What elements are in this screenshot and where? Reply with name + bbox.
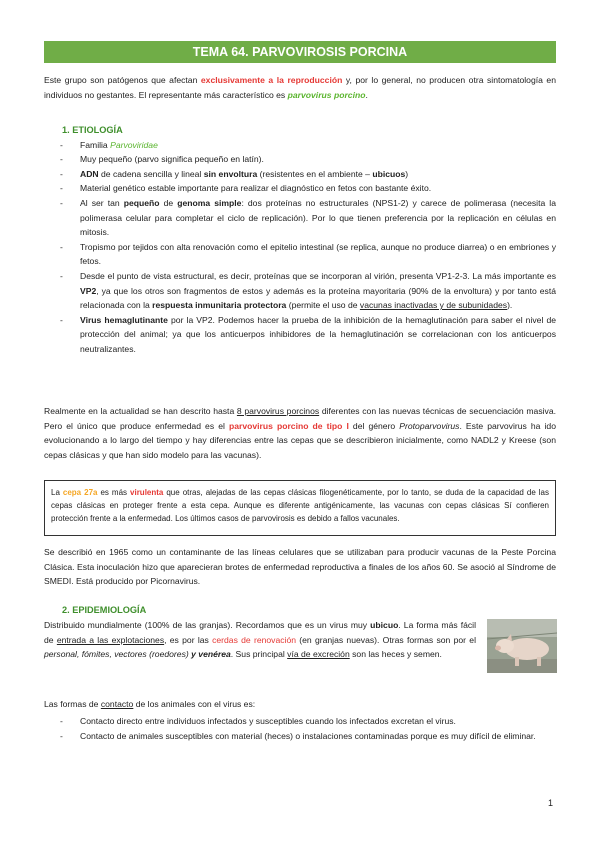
contact-list-block <box>58 714 556 743</box>
contact-list <box>58 714 556 743</box>
page-title: TEMA 64. PARVOVIROSIS PORCINA <box>44 41 556 63</box>
etiologia-section <box>62 123 556 357</box>
epidemiologia-heading: 2. EPIDEMIOLOGÍA <box>62 605 147 615</box>
etiologia-heading: 1. ETIOLOGÍA <box>62 125 123 135</box>
intro-paragraph: Este grupo son patógenos que afectan exclusivamente a la reproducción y, por lo general, no producen otra sintomatología en individuos no gestantes. El representante más característico es parvovirus porcino. <box>44 75 556 100</box>
list-item: - ADN de cadena sencilla y lineal sin envoltura (resistentes en el ambiente – ubicuos) <box>58 167 556 182</box>
cepa-27a-note-box: La cepa 27a es más virulenta que otras, alejadas de las cepas clásicas filogenéticamente, por lo tanto, se duda de la capacidad de las cepas clásicas en proteger frente a esta cepa. Aunque es diferente antigénicamente, las vacunas con cepas clásicas Sí confieren protección frente a la enfermedad. Los últimos casos de parvovirosis es debido a fallos vacunales. <box>44 480 556 536</box>
list-item: - Contacto de animales susceptibles con material (heces) o instalaciones contaminadas porque es muy difícil de eliminar. <box>58 729 556 744</box>
contact-intro: Las formas de contacto de los animales con el virus es: <box>44 699 256 709</box>
page-number: 1 <box>548 798 554 808</box>
epidemiologia-paragraph: Distribuido mundialmente (100% de las granjas). Recordamos que es un virus muy ubicuo. La forma más fácil de entrada a las explotaciones, es por las cerdas de renovación (en granjas nuevas). Otras formas son por el personal, fómites, vectores (roedores) y venérea. Sus principal vía de excreción son las heces y semen. <box>44 620 477 660</box>
pig-photo <box>487 619 557 673</box>
epidemiologia-heading-block <box>62 603 482 618</box>
list-item: - Material genético estable importante para realizar el diagnóstico en fetos con bastante éxito. <box>58 181 556 196</box>
list-item: - Tropismo por tejidos con alta renovación como el epitelio intestinal (se replica, aunque no produce diarrea) o en embriones y fetos. <box>58 240 556 269</box>
pig-photo-illustration <box>487 619 557 673</box>
list-item: - Desde el punto de vista estructural, es decir, proteínas que se incorporan al virión, presenta VP1-2-3. La más importante es VP2, ya que los otros son fragmentos de estos y además es la proteína mayoritaria (90% de la envoltura) y por tanto está relacionada con la respuesta inmunitaria protectora (permite el uso de vacunas inactivadas y de subunidades). <box>58 269 556 313</box>
list-item: - Al ser tan pequeño de genoma simple: dos proteínas no estructurales (NPS1-2) y carece de polimerasa (necesita la polimerasa celular para completar el ciclo de replicación). Por lo que tienen preferencia por la replicación en células en mitosis. <box>58 196 556 240</box>
history-paragraph: Se describió en 1965 como un contaminante de las líneas celulares que se utilizaban para producir vacunas de la Peste Porcina Clásica. Esta inoculación hizo que aparecieran brotes de enfermedad reproductiva a finales de los años 60. Se asoció al Síndrome de SMEDI. Está producido por Picornavirus. <box>44 547 556 587</box>
etiologia-list <box>58 138 556 357</box>
list-item: - Familia Parvoviridae <box>58 138 556 153</box>
list-item: - Contacto directo entre individuos infectados y susceptibles cuando los infectados excretan el virus. <box>58 714 556 729</box>
list-item: - Virus hemaglutinante por la VP2. Podemos hacer la prueba de la inhibición de la hemaglutinación para saber el nivel de protección del animal; ya que los anticuerpos inhibidores de la hemaglutinación se correlacionan con los anticuerpos neutralizantes. <box>58 313 556 357</box>
parvovirus-types-paragraph: Realmente en la actualidad se han descrito hasta 8 parvovirus porcinos diferentes con las nuevas técnicas de secuenciación masiva. Pero el único que produce enfermedad es el parvovirus porcino de tipo I del género Protoparvovirus. Este parvovirus ha ido evolucionando a lo largo del tiempo y hay diferencias entre las cepas que se describieron inicialmente, como NADL2 y Kreese (son cepas clásicas y que han sido modelo para las vacunas). <box>44 406 556 460</box>
list-item: - Muy pequeño (parvo significa pequeño en latín). <box>58 152 556 167</box>
